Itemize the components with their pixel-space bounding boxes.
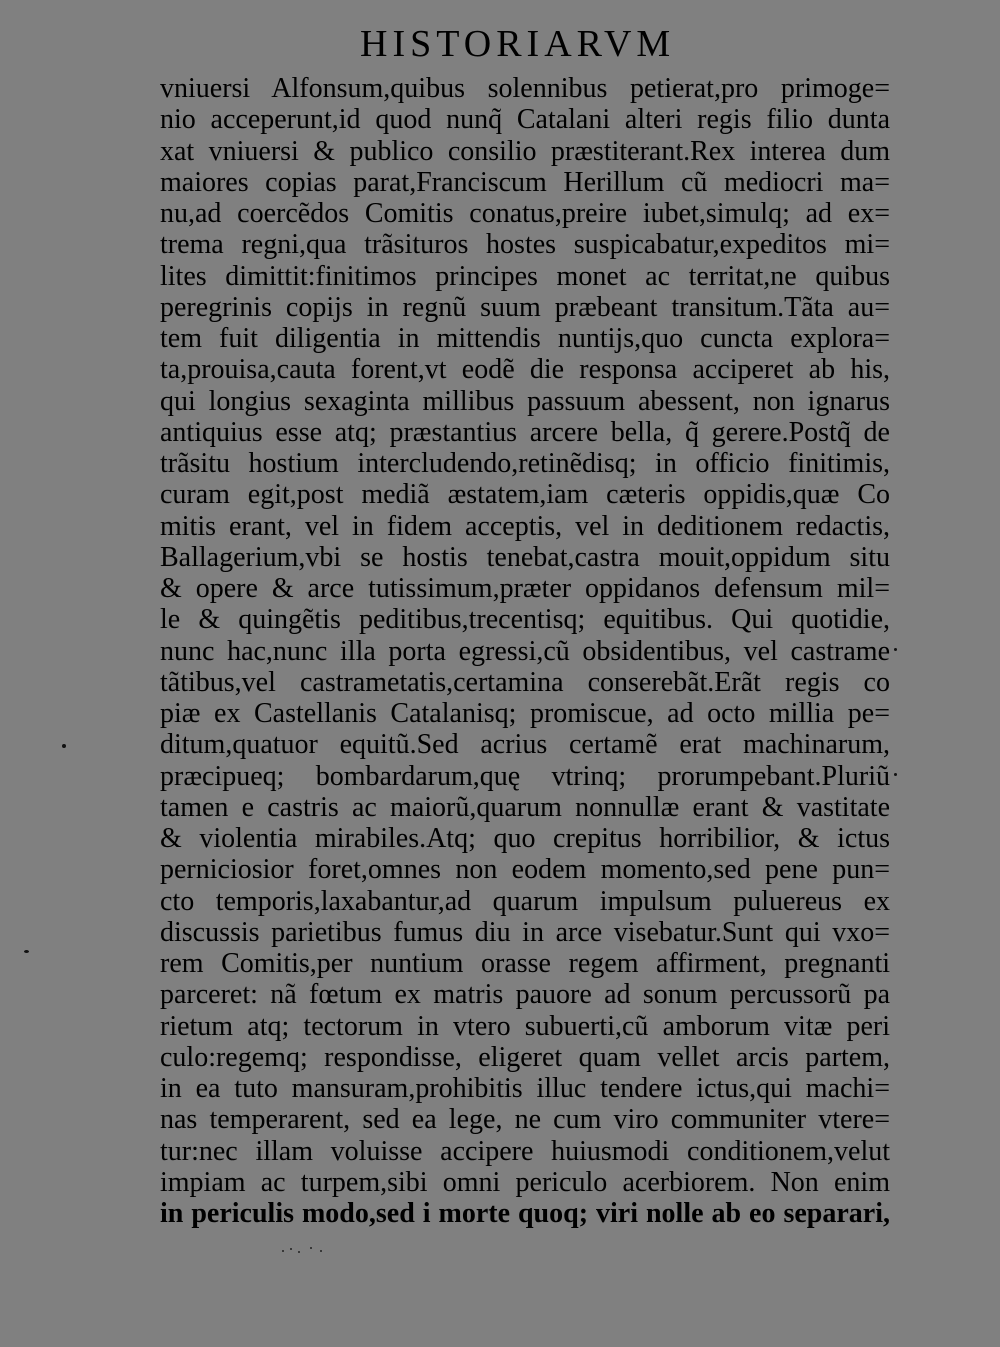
text-line: Ballagerium,vbi se hostis tenebat,castra mouit,oppidum situ xyxy=(160,541,890,573)
text-line: maiores copias parat,Franciscum Herillum cũ mediocri ma= xyxy=(160,166,890,198)
text-line: ditum,quatuor equitũ.Sed acrius certamẽ erat machinarum, xyxy=(160,729,890,761)
text-line: tãtibus,vel castrametatis,certamina conserebãt.Erãt regis co xyxy=(160,666,890,698)
body-text xyxy=(160,73,900,1229)
text-line: lites dimittit:finitimos principes monet ac territat,ne quibus xyxy=(160,260,890,292)
text-line: nu,ad coercẽdos Comitis conatus,preire iubet,simulq; ad ex= xyxy=(160,198,890,229)
text-line: nas temperarent, sed ea lege, ne cum viro communiter vtere= xyxy=(160,1104,890,1136)
text-line: mitis erant, vel in fidem acceptis, vel in deditionem redactis, xyxy=(160,510,890,542)
text-line: trema regni,qua trãsituros hostes suspicabatur,expeditos mi= xyxy=(160,229,890,261)
text-line: curam egit,post mediã æstatem,iam cæteris oppidis,quæ Co xyxy=(160,479,890,511)
ink-speck xyxy=(894,648,897,651)
text-line: xat vniuersi & publico consilio præstiterant.Rex interea dum xyxy=(160,135,890,167)
text-line: qui longius sexaginta millibus passuum abessent, non ignarus xyxy=(160,385,890,417)
text-line: peregrinis copijs in regnũ suum præbeant transitum.Tãta au= xyxy=(160,291,890,323)
text-line: & violentia mirabiles.Atq; quo crepitus horribilior, & ictus xyxy=(160,823,890,854)
text-line: vniuersi Alfonsum,quibus solennibus petierat,pro primoge= xyxy=(160,73,890,104)
text-line: nio acceperunt,id quod nunq̃ Catalani alteri regis filio dunta xyxy=(160,104,890,136)
ink-speck xyxy=(62,744,66,748)
text-line: cto temporis,laxabantur,ad quarum impulsum puluereus ex xyxy=(160,885,890,917)
text-line: rietum atq; tectorum in vtero subuerti,cũ amborum vitæ peri xyxy=(160,1010,890,1042)
text-line: tem fuit diligentia in mittendis nuntijs,quo cuncta explora= xyxy=(160,323,890,354)
scan-marks xyxy=(280,1244,330,1256)
text-line: culo:regemq; respondisse, eligeret quam vellet arcis partem, xyxy=(160,1041,890,1073)
text-line: impiam ac turpem,sibi omni periculo acerbiorem. Non enim xyxy=(160,1166,890,1198)
text-line: ta,prouisa,cauta forent,vt eodẽ die responsa acciperet ab his, xyxy=(160,354,890,386)
text-line: discussis parietibus fumus diu in arce visebatur.Sunt qui vxo= xyxy=(160,916,890,948)
running-head: HISTORIARVM xyxy=(360,23,676,65)
text-line: le & quingẽtis peditibus,trecentisq; equitibus. Qui quotidie, xyxy=(160,604,890,636)
text-line: trãsitu hostium intercludendo,retinẽdisq; in officio finitimis, xyxy=(160,448,890,479)
text-line: rem Comitis,per nuntium orasse regem affirment, pregnanti xyxy=(160,948,890,979)
ink-speck xyxy=(894,773,897,776)
text-line: in periculis modo,sed i morte quoq; viri nolle ab eo separari, xyxy=(160,1198,890,1229)
text-line: perniciosior foret,omnes non eodem momento,sed pene pun= xyxy=(160,854,890,886)
text-line: tamen e castris ac maiorũ,quarum nonnullæ erant & vastitate xyxy=(160,791,890,823)
text-line: nunc hac,nunc illa porta egressi,cũ obsidentibus, vel castrame xyxy=(160,635,890,667)
text-line: antiquius esse atq; præstantius arcere bella, q̃ gerere.Postq̃ de xyxy=(160,416,890,448)
text-line: in ea tuto mansuram,prohibitis illuc tendere ictus,qui machi= xyxy=(160,1073,890,1104)
text-line: præcipueq; bombardarum,quę vtrinq; prorumpebant.Pluriũ xyxy=(160,760,890,792)
text-line: tur:nec illam voluisse accipere huiusmodi conditionem,velut xyxy=(160,1135,890,1167)
text-line: parceret: nã fœtum ex matris pauore ad sonum percussorũ pa xyxy=(160,979,890,1011)
text-line: piæ ex Castellanis Catalanisq; promiscue, ad octo millia pe= xyxy=(160,698,890,729)
ink-speck xyxy=(24,950,29,953)
text-line: & opere & arce tutissimum,præter oppidanos defensum mil= xyxy=(160,573,890,604)
